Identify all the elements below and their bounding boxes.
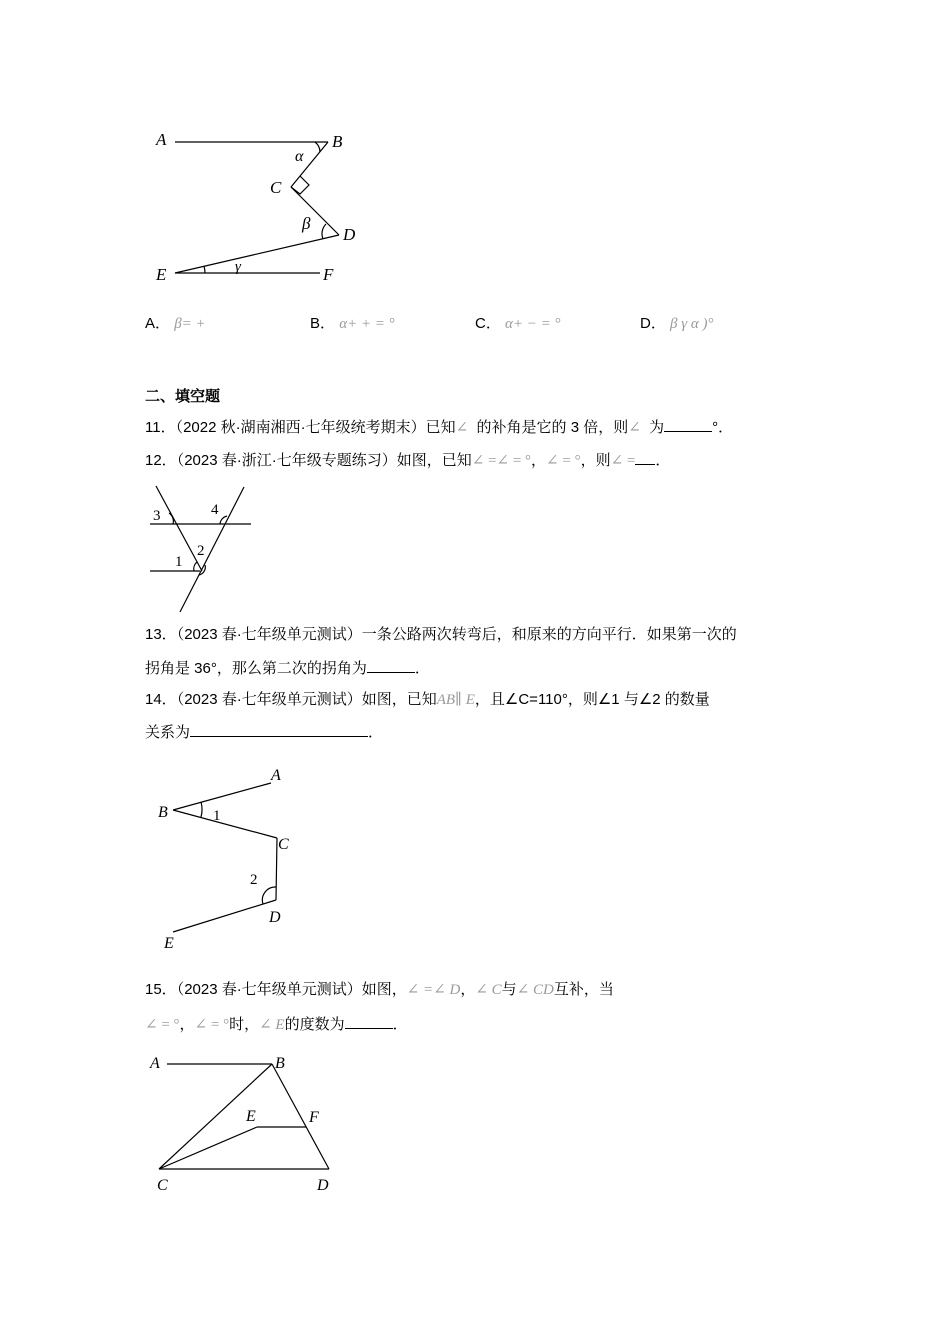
q14-rest: ，且∠C=110°，则∠1 与∠2 的数量 bbox=[474, 691, 710, 708]
q12-expr-3: ∠ = bbox=[610, 453, 636, 469]
angle-label-2: 2 bbox=[197, 543, 205, 559]
figure-q10 bbox=[150, 125, 380, 290]
label-A: A bbox=[150, 1055, 160, 1072]
option-a-letter: A． bbox=[145, 315, 171, 332]
q12-expr-1: ∠ =∠ = ° bbox=[471, 453, 532, 469]
label-C: C bbox=[270, 178, 282, 197]
angle-1-arc bbox=[194, 562, 197, 571]
section-title-fill-blank: 二、填空题 bbox=[145, 388, 221, 405]
q12-end: ． bbox=[655, 452, 671, 469]
label-alpha: α bbox=[295, 148, 304, 165]
q15-and: 与 bbox=[501, 981, 517, 998]
q14-source: （2023 春·七年级单元测试）如图，已知 bbox=[176, 691, 437, 708]
q15-rest: 互补，当 bbox=[553, 981, 614, 998]
label-beta: β bbox=[302, 214, 311, 233]
option-c-expr: α+ − = ° bbox=[505, 316, 561, 332]
line-cd bbox=[291, 187, 339, 235]
label-D: D bbox=[343, 225, 356, 244]
gamma-arc bbox=[204, 266, 205, 273]
q11-mid: 的补角是它的 3 倍，则 bbox=[476, 419, 629, 436]
angle-1-arc bbox=[201, 802, 202, 817]
q15-line2-expr-1: ∠ = ° bbox=[145, 1017, 180, 1033]
angle-label-1: 1 bbox=[213, 808, 221, 824]
line-cd bbox=[276, 838, 277, 900]
angle-label-3: 3 bbox=[153, 508, 161, 524]
q11-answer-blank[interactable] bbox=[664, 417, 712, 432]
label-C: C bbox=[157, 1177, 168, 1194]
figure-q14 bbox=[155, 762, 305, 957]
q14-end: ． bbox=[368, 724, 384, 741]
option-b-letter: B． bbox=[310, 315, 336, 332]
q15-number: 15． bbox=[145, 981, 177, 998]
q11-source: （2022 秋·湖南湘西·七年级统考期末）已知 bbox=[175, 419, 456, 436]
question-14-line-1 bbox=[145, 690, 710, 710]
q13-end: ． bbox=[414, 660, 430, 677]
q13-text-1: （2023 春·七年级单元测试）一条公路两次转弯后，和原来的方向平行．如果第一次的 bbox=[176, 626, 737, 643]
line-bc bbox=[173, 810, 277, 838]
label-A: A bbox=[271, 767, 281, 784]
line-ce bbox=[159, 1127, 257, 1169]
line-ba bbox=[173, 783, 271, 810]
q14-number: 14． bbox=[145, 691, 177, 708]
line-bd bbox=[272, 1064, 329, 1169]
question-14-line-2 bbox=[145, 722, 383, 743]
q15-line2-when: 时， bbox=[229, 1016, 260, 1033]
beta-arc bbox=[322, 224, 326, 239]
label-C: C bbox=[278, 836, 289, 853]
q12-sep: ， bbox=[531, 452, 547, 469]
angle-3-arc bbox=[169, 513, 173, 524]
q11-angle: ∠ bbox=[455, 420, 469, 436]
q12-number: 12． bbox=[145, 452, 177, 469]
option-d-letter: D． bbox=[640, 315, 666, 332]
option-d-expr: β γ α )° bbox=[670, 316, 714, 332]
q15-expr-3: ∠ CD bbox=[516, 982, 554, 998]
question-13-line-2 bbox=[145, 658, 430, 679]
line-de bbox=[173, 900, 276, 932]
right-angle-mark bbox=[291, 176, 309, 194]
option-a-expr: β= + bbox=[174, 316, 206, 332]
q11-number: 11． bbox=[145, 419, 176, 436]
q11-end-a: 为 bbox=[649, 419, 665, 436]
label-B: B bbox=[275, 1055, 285, 1072]
angle-label-2: 2 bbox=[250, 872, 258, 888]
question-15-line-2 bbox=[145, 1014, 408, 1035]
q12-source: （2023 春·浙江·七年级专题练习）如图，已知 bbox=[176, 452, 472, 469]
question-12 bbox=[145, 450, 670, 471]
label-E: E bbox=[164, 935, 174, 952]
label-B: B bbox=[332, 132, 343, 151]
q12-expr-2: ∠ = ° bbox=[546, 453, 581, 469]
q14-answer-blank[interactable] bbox=[190, 722, 368, 737]
q15-line2-sep: ， bbox=[179, 1016, 195, 1033]
q15-line2-rest: 的度数为 bbox=[284, 1016, 345, 1033]
label-E: E bbox=[156, 265, 167, 284]
q15-expr-2: ∠ C bbox=[475, 982, 502, 998]
question-15-line-1 bbox=[145, 980, 614, 1000]
label-D: D bbox=[269, 909, 281, 926]
q14-text-2: 关系为 bbox=[145, 724, 191, 741]
q11-end-b: °． bbox=[712, 419, 734, 436]
label-F: F bbox=[323, 265, 334, 284]
option-d[interactable] bbox=[640, 312, 714, 333]
option-c-letter: C． bbox=[475, 315, 501, 332]
q14-expr: AB∥ E bbox=[436, 692, 475, 708]
q12-then: ，则 bbox=[580, 452, 611, 469]
figure-q15 bbox=[145, 1050, 345, 1198]
option-c[interactable] bbox=[475, 312, 561, 333]
q15-source: （2023 春·七年级单元测试）如图， bbox=[176, 981, 407, 998]
question-13-line-1 bbox=[145, 625, 737, 645]
question-11 bbox=[145, 417, 733, 438]
option-a[interactable] bbox=[145, 312, 206, 333]
line-de bbox=[175, 235, 339, 273]
label-E: E bbox=[246, 1108, 256, 1125]
q15-line2-expr-2: ∠ = ° bbox=[194, 1017, 230, 1033]
label-A: A bbox=[156, 130, 167, 149]
q15-line2-end: ． bbox=[392, 1016, 408, 1033]
option-b[interactable] bbox=[310, 312, 395, 333]
angle-label-4: 4 bbox=[211, 502, 219, 518]
q13-text-2: 拐角是 36°，那么第二次的拐角为 bbox=[145, 660, 367, 677]
angle-2-arc bbox=[262, 887, 276, 904]
option-b-expr: α+ + = ° bbox=[339, 316, 395, 332]
q13-answer-blank[interactable] bbox=[367, 658, 415, 673]
q13-number: 13． bbox=[145, 626, 177, 643]
q11-angle-2: ∠ bbox=[628, 420, 641, 436]
label-B: B bbox=[158, 804, 168, 821]
label-D: D bbox=[317, 1177, 329, 1194]
label-gamma: γ bbox=[235, 259, 241, 275]
q15-answer-blank[interactable] bbox=[345, 1014, 393, 1029]
figure-q12 bbox=[145, 482, 260, 614]
q12-answer-blank[interactable] bbox=[635, 450, 655, 465]
q15-line2-expr-3: ∠ E bbox=[259, 1017, 285, 1033]
q15-sep: ， bbox=[460, 981, 476, 998]
angle-label-1: 1 bbox=[175, 554, 183, 570]
q15-expr-1: ∠ =∠ D bbox=[406, 982, 461, 998]
label-F: F bbox=[309, 1109, 319, 1126]
alpha-arc bbox=[315, 142, 320, 152]
